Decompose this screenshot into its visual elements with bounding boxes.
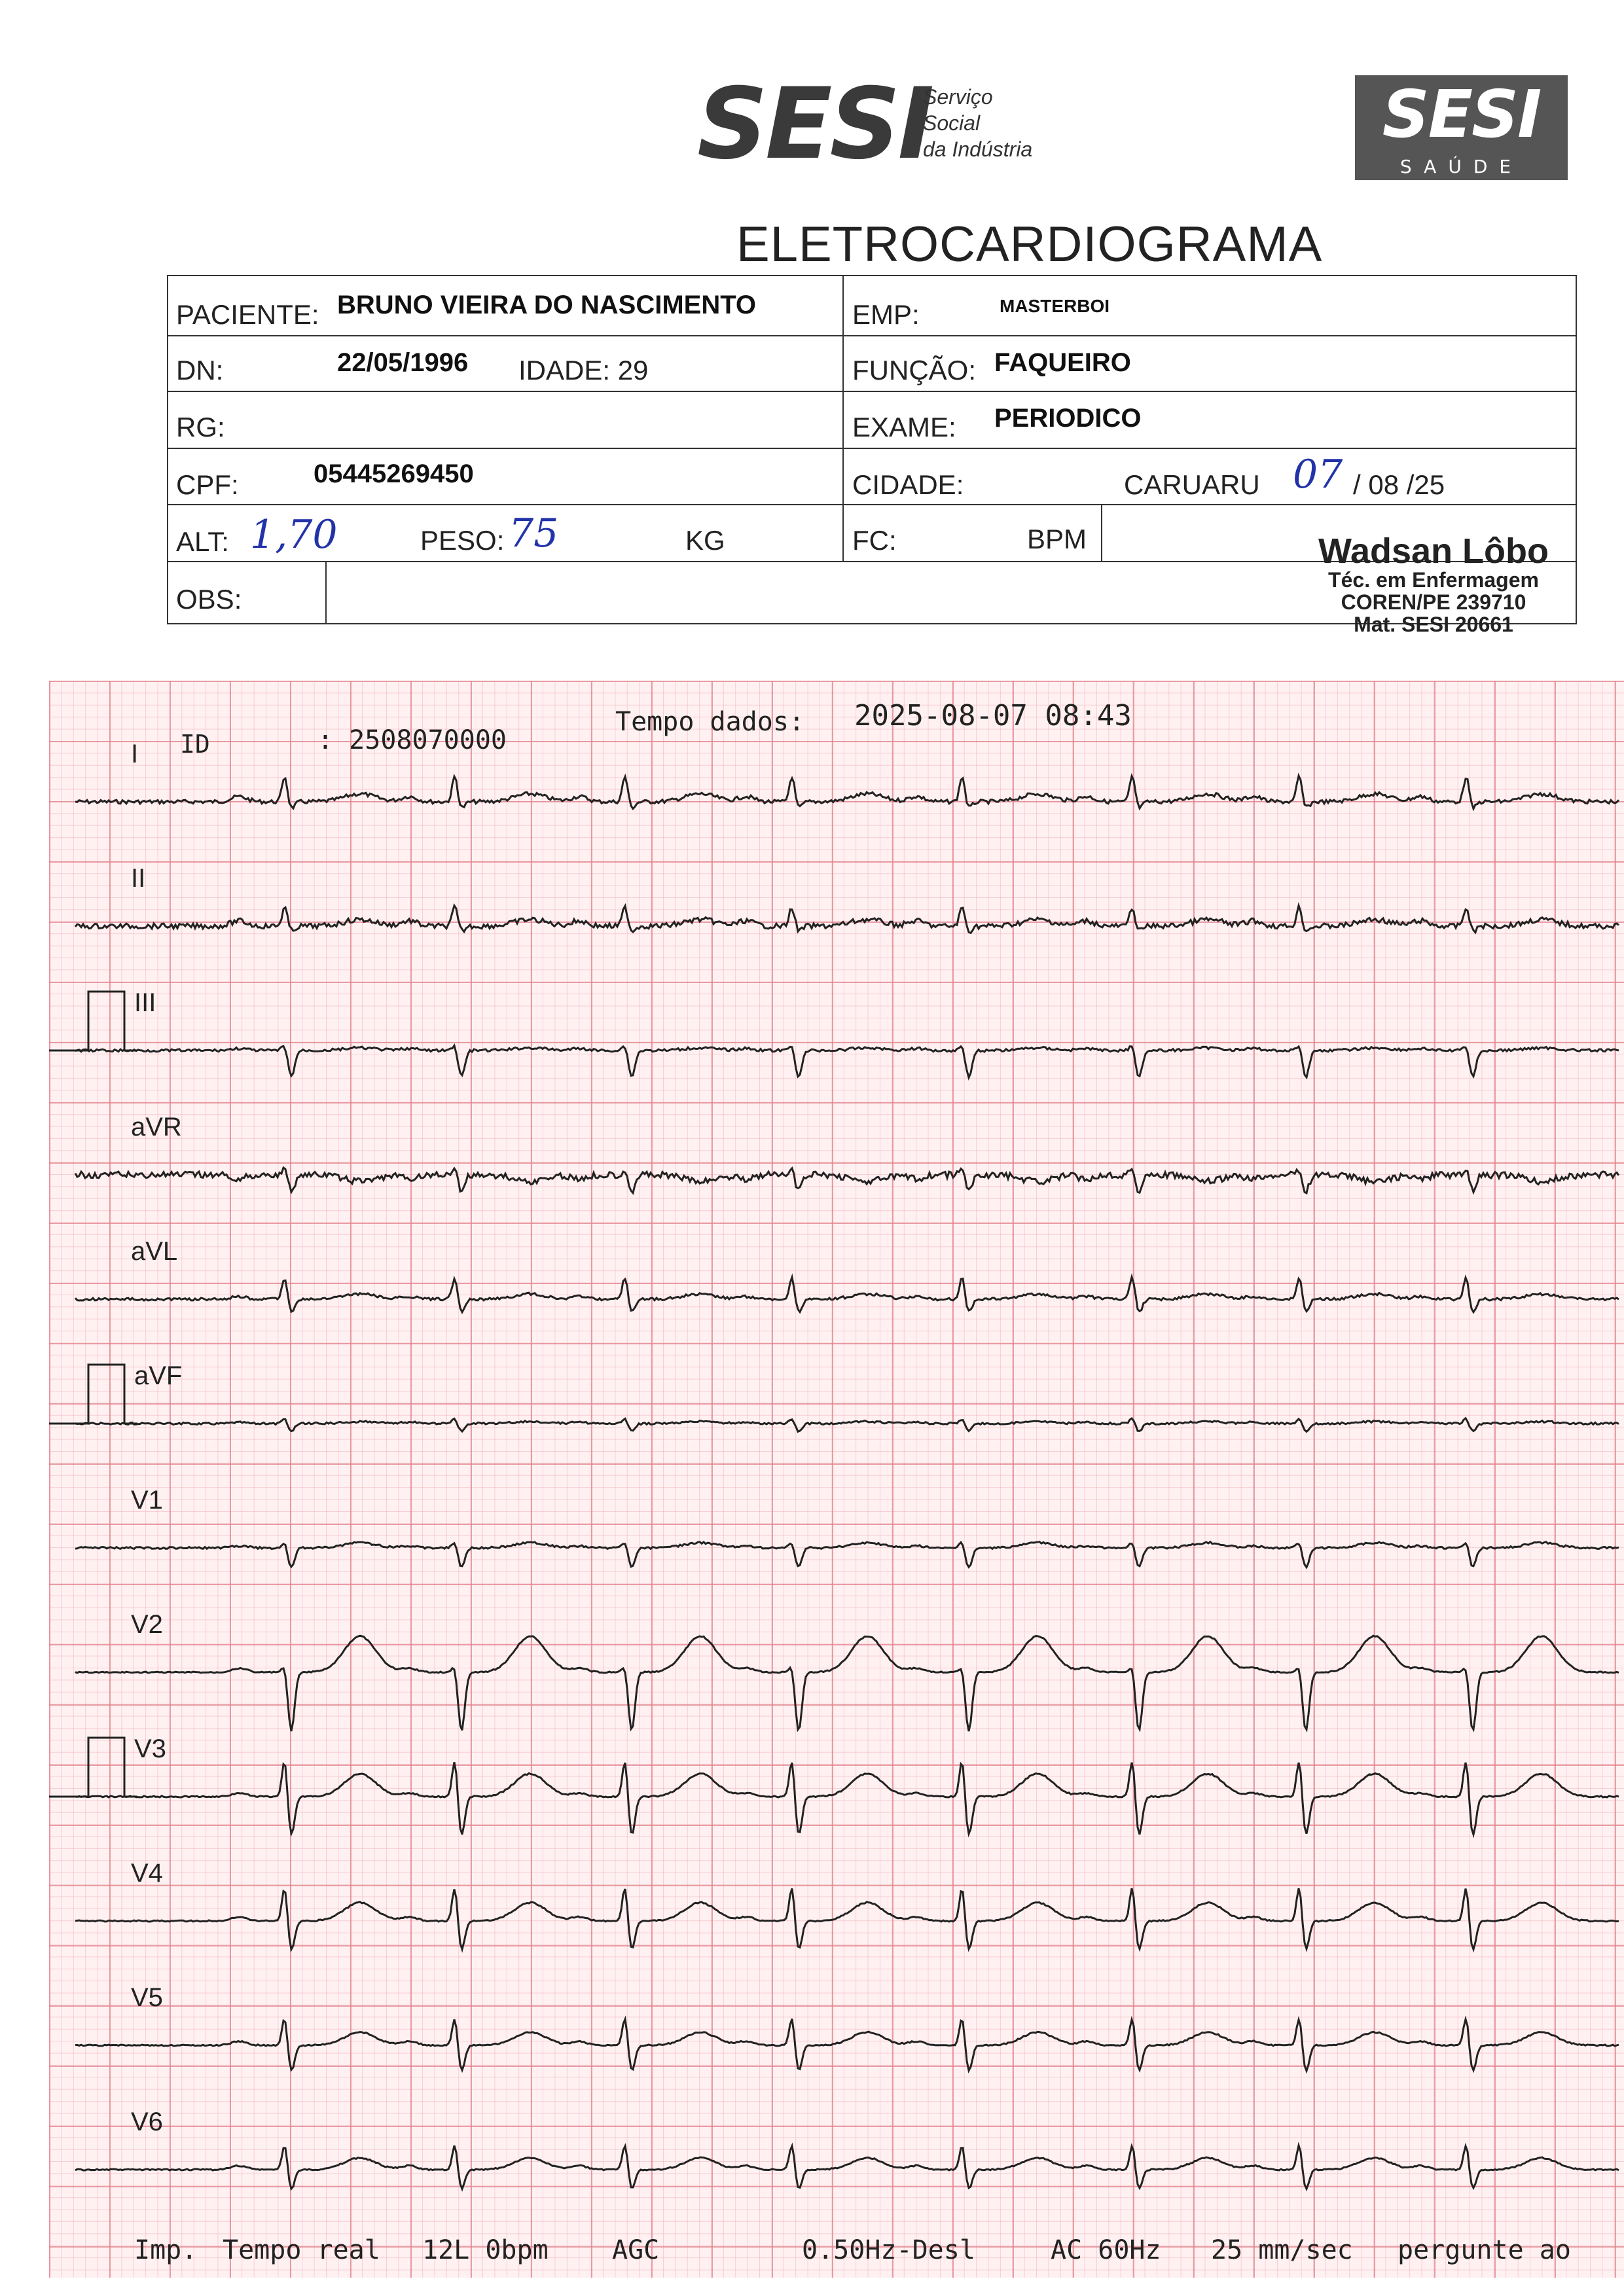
alt-label: ALT:: [176, 526, 229, 557]
cidade-label: CIDADE:: [852, 469, 964, 500]
fc-divider: [1101, 504, 1102, 561]
exame-label: EXAME:: [852, 412, 956, 442]
kg-label: KG: [685, 525, 725, 556]
column-divider: [842, 276, 844, 561]
dn-label: DN:: [176, 355, 224, 386]
footer-speed: 25 mm/sec: [1211, 2235, 1353, 2265]
emp-label: EMP:: [852, 299, 920, 330]
cpf-label: CPF:: [176, 469, 239, 500]
ecg-trace-avl: [75, 1277, 1619, 1312]
lead-label-avf: aVF: [134, 1361, 183, 1390]
lead-label-v6: V6: [131, 2108, 163, 2136]
cidade-value: CARUARU: [1124, 469, 1260, 500]
ecg-id-label: ID: [180, 730, 210, 759]
ecg-trace-avf: [75, 1418, 1619, 1432]
sesi-saude-logo-main: SESI: [1382, 76, 1541, 152]
peso-label: PESO:: [420, 525, 505, 556]
lead-label-i: I: [131, 740, 139, 768]
footer-leads-bpm: 12L 0bpm: [422, 2235, 549, 2265]
ecg-trace-v2: [75, 1636, 1619, 1731]
lead-label-iii: III: [134, 988, 156, 1017]
lead-label-v4: V4: [131, 1859, 163, 1888]
paciente-label: PACIENTE:: [176, 299, 319, 330]
lead-label-avl: aVL: [131, 1237, 178, 1266]
logo-sub-line-1: Serviço: [923, 85, 993, 109]
row-divider: [168, 335, 1576, 336]
logo-sub-line-2: Social: [923, 111, 981, 135]
ecg-tempo-label: Tempo dados:: [615, 707, 804, 737]
idade-label: IDADE: 29: [518, 355, 649, 386]
lead-label-v3: V3: [134, 1734, 166, 1763]
lead-label-v5: V5: [131, 1983, 163, 2012]
ecg-trace-v6: [75, 2145, 1619, 2189]
footer-tempo-real: Tempo real: [223, 2235, 380, 2265]
bpm-label: BPM: [1027, 524, 1087, 554]
obs-divider: [325, 561, 327, 623]
sesi-logo-subtitle: [923, 84, 1032, 162]
lead-label-ii: II: [131, 864, 146, 893]
stamp-line-2: COREN/PE 239710: [1341, 590, 1526, 614]
lead-label-v1: V1: [131, 1486, 163, 1515]
ecg-traces: [49, 681, 1624, 2278]
footer-imp: Imp.: [134, 2235, 198, 2265]
sesi-saude-logo: [1355, 75, 1568, 180]
ecg-grid: [49, 681, 1624, 2278]
ecg-trace-iii: [75, 1046, 1619, 1078]
row-divider: [168, 391, 1576, 392]
funcao-value: FAQUEIRO: [994, 348, 1131, 377]
ecg-trace-ii: [75, 906, 1619, 933]
lead-label-avr: aVR: [131, 1113, 182, 1141]
ecg-trace-i: [75, 776, 1619, 809]
obs-label: OBS:: [176, 584, 242, 615]
footer-ac: AC 60Hz: [1051, 2235, 1161, 2265]
footer-pergunte: pergunte ao: [1398, 2235, 1571, 2265]
cpf-value: 05445269450: [314, 459, 474, 488]
emp-value: MASTERBOI: [1000, 296, 1110, 316]
calibration-pulse: [49, 992, 137, 1050]
stamp-name: Wadsan Lôbo: [1318, 531, 1549, 571]
handwritten-peso: 75: [509, 511, 559, 556]
row-divider: [168, 448, 1576, 449]
logo-sub-line-3: da Indústria: [923, 137, 1033, 161]
ecg-id-value: : 2508070000: [317, 725, 507, 755]
ecg-trace-v3: [75, 1762, 1619, 1834]
footer-filter: 0.50Hz-Desl: [802, 2235, 975, 2265]
funcao-label: FUNÇÃO:: [852, 355, 976, 386]
handwritten-alt: 1,70: [250, 512, 338, 558]
ecg-tempo-value: 2025-08-07 08:43: [854, 699, 1132, 732]
footer-agc: AGC: [612, 2235, 660, 2265]
lead-label-v2: V2: [131, 1610, 163, 1639]
ecg-trace-avr: [75, 1168, 1619, 1193]
stamp-line-1: Téc. em Enfermagem: [1328, 568, 1539, 592]
date-rest: / 08 /25: [1353, 469, 1445, 500]
exame-value: PERIODICO: [994, 404, 1142, 433]
sesi-saude-logo-sub: SAÚDE: [1399, 156, 1523, 177]
paciente-value: BRUNO VIEIRA DO NASCIMENTO: [337, 291, 757, 319]
fc-label: FC:: [852, 525, 897, 556]
handwritten-day: 07: [1293, 452, 1343, 497]
ecg-trace-v1: [75, 1542, 1619, 1568]
stamp-line-3: Mat. SESI 20661: [1354, 613, 1513, 636]
sesi-logo: SESI: [697, 67, 932, 181]
dn-value: 22/05/1996: [337, 348, 469, 377]
row-divider: [168, 504, 1576, 505]
page-title: ELETROCARDIOGRAMA: [736, 217, 1323, 272]
nurse-stamp: [1283, 533, 1584, 636]
calibration-pulse: [49, 1738, 137, 1797]
ecg-trace-v4: [75, 1888, 1619, 1949]
rg-label: RG:: [176, 412, 225, 442]
ecg-trace-v5: [75, 2019, 1619, 2071]
calibration-pulse: [49, 1365, 137, 1424]
